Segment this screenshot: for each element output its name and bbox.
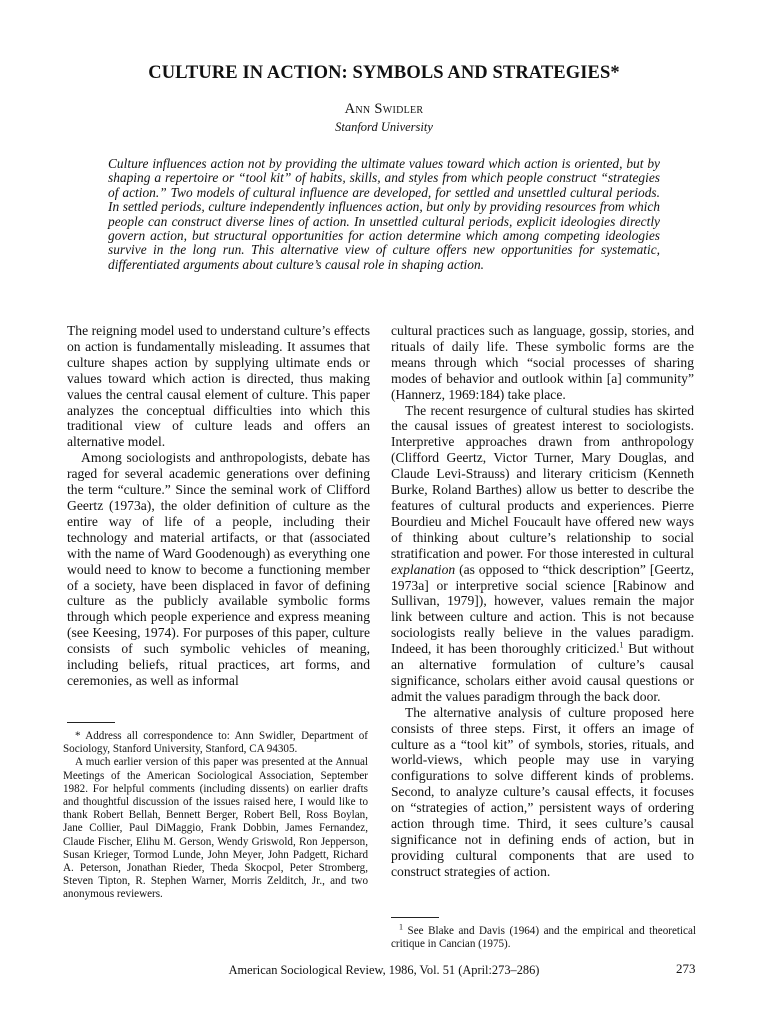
body-column-left	[67, 323, 370, 689]
body-paragraph: cultural practices such as language, gossip, stories, and rituals of daily life. These symbolic forms are the means through which “social processes of sharing modes of behavior and outlook within [a] community” (Hannerz, 1969:184) take place.	[391, 323, 694, 402]
text-run: See Blake and Davis (1964) and the empirical and theoretical critique in Cancian (1975).	[391, 925, 696, 951]
text-run: (as opposed to “thick description” [Geertz, 1973a] or interpretive social science [Rabinow and Sullivan, 1979]), however, values remain the major link between culture and action. This is not because sociologists really believe in the values paradigm. Indeed, it has been thoroughly criticized.	[391, 561, 694, 657]
abstract: Culture influences action not by providing the ultimate values toward which action is oriented, but by shaping a repertoire or “tool kit” of habits, skills, and styles from which people construct “strategies of action.” Two models of cultural influence are developed, for settled and unsettled cultural periods. In settled periods, culture independently influences action, but only by providing resources from which people can construct diverse lines of action. In unsettled cultural periods, explicit ideologies directly govern action, but structural opportunities for action determine which among competing ideologies survive in the long run. This alternative view of culture offers new opportunities for systematic, differentiated arguments about culture’s causal role in shaping action.	[108, 156, 660, 272]
footnote-divider	[391, 917, 439, 918]
footnote-divider	[67, 722, 115, 723]
page-number: 273	[676, 961, 696, 976]
journal-citation: American Sociological Review, 1986, Vol. 51 (April:273–286)	[228, 963, 540, 977]
text-run: The recent resurgence of cultural studies has skirted the causal issues of greatest interest to sociologists. Interpretive approaches drawn from anthropology (Clifford Geertz, Victor Turner, Mary Douglas, and Claude Levi-Strauss) and literary criticism (Kenneth Burke, Roland Barthes) allow us better to describe the features of cultural products and experiences. Pierre Bourdieu and Michel Foucault have offered new ways of thinking about culture’s relationship to social stratification and power. For those interested in cultural	[391, 402, 694, 561]
body-paragraph: The reigning model used to understand culture’s effects on action is fundamentally misleading. It assumes that culture shapes action by supplying ultimate ends or values toward which action is directed, thus making values the central causal element of culture. This paper analyzes the conceptual difficulties into which this traditional view of culture leads and offers an alternative model.	[67, 323, 370, 450]
body-paragraph: Among sociologists and anthropologists, debate has raged for several academic generations over defining the term “culture.” Since the seminal work of Clifford Geertz (1973a), the older definition of culture as the entire way of life of a people, including their technology and material artifacts, or that (associated with the name of Ward Goodenough) as everything one would need to know to become a functioning member of a society, have been displaced in favor of defining culture as the publicly available symbolic forms through which people experience and express meaning (see Keesing, 1974). For purposes of this paper, culture consists of such symbolic vehicles of meaning, including beliefs, ritual practices, art forms, and ceremonies, as well as informal	[67, 450, 370, 688]
author-name: Ann Swidler	[344, 101, 424, 117]
article-title: CULTURE IN ACTION: SYMBOLS AND STRATEGIES*	[148, 63, 620, 83]
body-column-right	[391, 323, 694, 880]
text-run: But without an alternative formulation of culture’s causal significance, scholars either avoid causal questions or admit the values paradigm through the back door.	[391, 641, 694, 704]
footnote-address: * Address all correspondence to: Ann Swidler, Department of Sociology, Stanford University, Stanford, CA 94305.	[63, 730, 368, 756]
footnote-1	[391, 922, 696, 951]
footnote-acknowledgment: A much earlier version of this paper was presented at the Annual Meetings of the American Sociological Association, September 1982. For helpful comments (including dissents) on earlier drafts and thoughtful discussion of the issues raised here, I would like to thank Robert Bellah, Bennett Berger, Robert Bell, Ross Boylan, Jane Collier, Paul DiMaggio, Frank Dobbin, James Fernandez, Claude Fischer, Elihu M. Gerson, Wendy Griswold, Ron Jepperson, Susan Krieger, Tormod Lunde, John Meyer, John Padgett, Richard A. Peterson, Jonathan Rieder, Theda Skocpol, Peter Stromberg, Steven Tipton, R. Stephen Warner, Morris Zelditch, Jr., and two anonymous reviewers.	[63, 756, 368, 901]
footnote-marker: 1	[399, 922, 403, 932]
body-paragraph: The alternative analysis of culture proposed here consists of three steps. First, it offers an image of culture as a “tool kit” of symbols, stories, rituals, and world-views, which people may use in varying configurations to solve different kinds of problems. Second, to analyze culture’s causal effects, it focuses on “strategies of action,” persistent ways of ordering action through time. Third, it sees culture’s causal significance not in defining ends of action, but in providing cultural components that are used to construct strategies of action.	[391, 704, 694, 879]
footnotes-left	[63, 730, 368, 902]
body-paragraph	[391, 403, 694, 705]
footnote-text	[391, 922, 696, 951]
footnote-marker: 1	[619, 640, 624, 650]
author-affiliation: Stanford University	[335, 120, 433, 134]
emphasis-text: explanation	[391, 561, 456, 577]
